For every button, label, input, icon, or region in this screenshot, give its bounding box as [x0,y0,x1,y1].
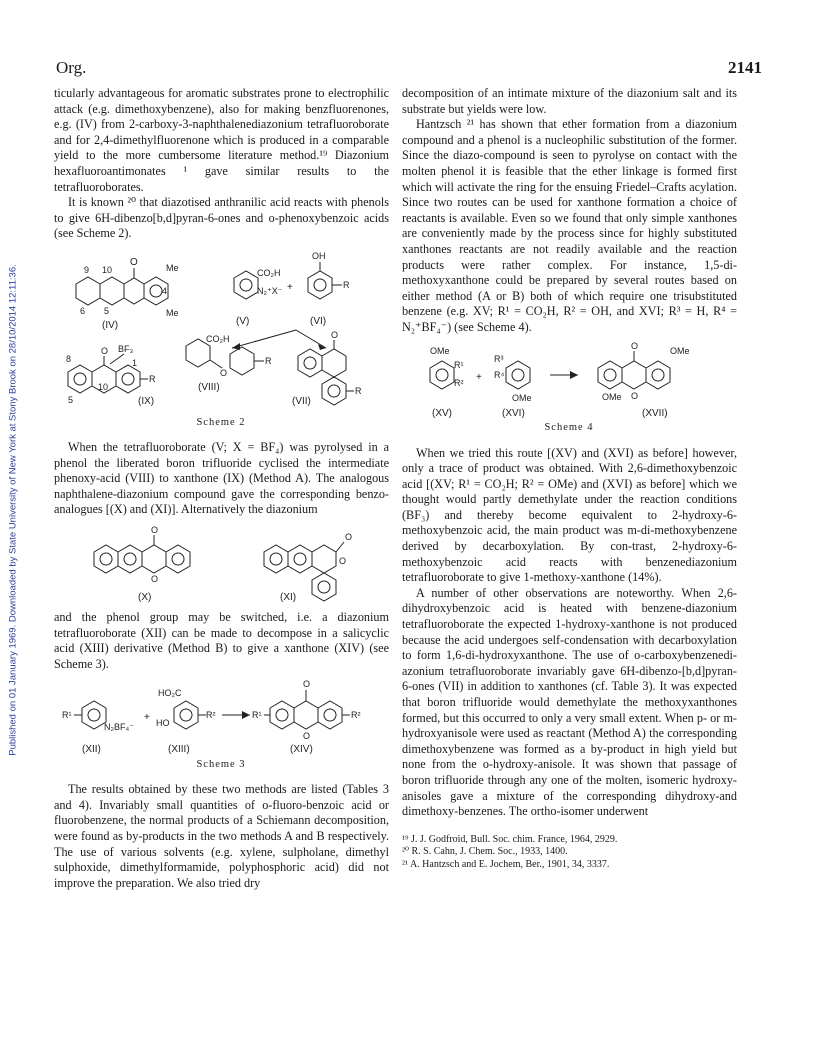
compound-label: (V) [236,315,250,327]
atom-label: + [476,371,482,383]
atom-label: R¹ [62,710,72,721]
atom-label: 8 [66,353,72,364]
compound-label: (XV) [432,407,452,419]
paragraph: When the tetrafluoroborate (V; X = BF₄) was pyrolysed in a phenol the liberated boron trifluoride cyclised the intermediate phenoxy-acid (VIII) to xanthone (IX) (Method A). The analogous naphthalene-diazonium compound gave the corresponding benzo-analogues [(X) and (XI)]. Alternatively the diazonium [54,439,389,517]
page-number: 2141 [728,58,762,77]
compound-label: (IX) [138,395,155,407]
atom-label: O [303,679,311,690]
atom-label: R [265,355,272,366]
left-column [54,86,389,891]
atom-label: 6 [80,305,86,316]
atom-label: O [331,329,339,340]
atom-label: O [151,524,159,535]
download-watermark-text: Published on 01 January 1969. Downloaded by State University of New York at Stony Brook on 28/10/2014 12:11:36. [7,264,19,756]
atom-label: 5 [104,305,110,316]
compound-label: (VIII) [198,381,220,393]
structure-xi [264,532,352,603]
compound-label: (VI) [310,315,327,327]
right-column [402,86,737,871]
structure-vii [292,330,362,407]
atom-label: 5 [68,394,74,405]
atom-label: CO₂H [257,267,281,278]
atom-label: HO₂C [158,688,182,699]
atom-label: N₂BF₄⁻ [104,722,134,733]
compound-label: (IV) [102,319,119,331]
compound-label: (XI) [280,591,297,603]
atom-label: R¹ [454,359,464,370]
atom-label: O [130,256,138,268]
compound-label: (XIV) [290,744,313,756]
scheme-2-caption: Scheme 2 [196,416,246,428]
atom-label: CO₂H [206,333,230,344]
atom-label: R [343,279,350,290]
compound-label: (XIII) [168,744,190,756]
compound-label: (XVII) [642,407,668,419]
atom-label: R [149,373,156,384]
structure-xiv [252,679,361,755]
footnotes [402,834,737,872]
atom-label: R² [206,710,216,721]
atom-label: OH [312,250,326,261]
scheme-4-caption: Scheme 4 [544,421,594,433]
atom-label: O [631,390,639,401]
atom-label: R [355,385,362,396]
compound-label: (XVI) [502,407,525,419]
atom-label: O [339,555,347,566]
structure-ix [66,344,156,407]
paragraph: When we tried this route [(XV) and (XVI) as before] however, only a trace of product was obtained. With 2,6-dimethoxybenzoic acid [(XV; R¹ = CO₂H; R² = OMe) and (XVI) as before] which we thought would partly demethylate under the reaction conditions (BF₃) and thereby become equivalent to 2-hydroxy-6-methoxybenzoic acid, the main product was m-di-methoxybenzene derived by decarboxylation. By con-trast, 2-hydroxy-6-methoxybenzoic acid reacts with benzenediazonium tetrafluoroborate to give 1-methoxy-xanthone (14%). [402,445,737,585]
structure-xiii [156,688,216,755]
structure-xv [430,346,464,419]
download-watermark [6,160,20,860]
structure-iv [76,257,179,331]
atom-label: N₂⁺X⁻ [257,285,283,296]
structure-xvii [598,341,690,419]
atom-label: + [287,281,293,293]
atom-label: O [151,573,159,584]
atom-label: BF₃ [118,343,134,354]
footnote-21: ²¹ A. Hantzsch and E. Jochem, Ber., 1901, 34, 3337. [402,858,610,870]
atom-label: 10 [98,381,109,392]
paragraph: Hantzsch ²¹ has shown that ether formation from a diazonium compound and a phenol is a nucleophilic substitution of the former. Since the diazo-compound is seen to pyrolyse on contact with the molten phenol it is feasible that the ether linkage is formed first which will activate the ring for the ensuing Friedel–Crafts acylation. Since two routes can be used for xanthone formation a choice of reactants is available. Even so we found that only simple xanthones are conveniently made by the process since for highly substituted xanthones reactants are not readily available and the reaction products were rather complex. For instance, 1,5-di-methoxyxanthone could be prepared by several routes based on either method (A or B) both of which require one trisubstituted benzene (e.g. XV; R¹ = CO₂H, R² = OH, and XVI; R³ = H, R⁴ = N₂⁺BF₄⁻) (see Scheme 4). [402,117,737,334]
compound-label: (XII) [82,744,101,756]
atom-label: Me [166,307,179,318]
atom-label: + [144,712,150,724]
structure-x [94,525,190,603]
paragraph: ticularly advantageous for aromatic substrates prone to electrophilic attack (e.g. dimethoxybenzene), also for making benzfluorenones, e.g. (IV) from 2-carboxy-3-naphthalenediazonium tetrafluoroborate and for 2,4-dimethylfluorenone which is produced in a comparable yield to the more cumbersome literature method.¹⁹ Diazonium hexafluoroantimonates ¹ gave similar results to the tetrafluoroborates. [54,86,389,194]
atom-label: HO [156,718,170,729]
atom-label: R² [351,710,361,721]
atom-label: O [303,731,311,742]
paragraph: The results obtained by these two methods are listed (Tables 3 and 4). Invariably small quantities of o-fluoro-benzoic acid or fluorobenzene, the normal products of a Schiemann decomposition, were found as by-products in the two methods A and B respectively. The use of various solvents (e.g. xylene, sulpholane, dimethyl sulphoxide, dimethylformamide, polyphosphoric acid) did not improve the preparation. We also tried dry [54,782,389,890]
paragraph: It is known ²⁰ that diazotised anthranilic acid reacts with phenols to give 6H-dibenzo[b,d]pyran-6-ones and o-phenoxybenzoic acids (see Scheme 2). [54,195,389,241]
atom-label: OMe [602,391,622,402]
atom-label: R² [454,377,464,388]
atom-label: R³ [494,353,504,364]
atom-label: O [631,340,639,351]
scheme-2-figure [54,244,389,430]
atom-label: R¹ [252,710,262,721]
atom-label: 9 [84,264,90,275]
structures-x-xi-figure [54,520,389,606]
atom-label: OMe [512,392,532,403]
compound-label: (X) [138,591,152,603]
paragraph: decomposition of an intimate mixture of the diazonium salt and its substrate but yields were low. [402,86,737,116]
atom-label: 4 [162,285,168,296]
structure-viii [186,334,272,393]
paragraph: and the phenol group may be switched, i.e. a diazonium tetrafluoroborate (XII) can be made to decompose in a salicyclic acid (XIII) derivative (Method B) to give a xanthone (XIV) (see Scheme 3). [54,609,389,671]
atom-label: Me [166,262,179,273]
atom-label: R⁴ [494,369,505,380]
structure-xii [62,701,134,755]
scheme-3-caption: Scheme 3 [196,759,246,771]
footnote-19: ¹⁹ J. J. Godfroid, Bull. Soc. chim. France, 1964, 2929. [402,833,618,845]
scheme-3-figure [54,674,389,772]
atom-label: 10 [102,264,113,275]
atom-label: OMe [430,345,450,356]
atom-label: O [345,531,353,542]
paragraph: A number of other observations are noteworthy. When 2,6-dihydroxybenzoic acid is heated with benzene-diazonium tetrafluoroborate the expected 1-hydroxy-xanthone is not produced because the acid undergoes self-condensation with decarboxylation to form 1,6-di-hydroxyxanthone. The use of o-carboxybenzenedi-azonium tetrafluoroborate invariably gave 6H-dibenzo-[b,d]pyran-6-ones (VII) in addition to xanthones (cf. Table 3). It was expected that boron trifluoride would demethylate the methoxyxanthones formed, but this occurred to only a very small extent. When p- or m-hydroxyanisole were used as reactant (Method A) the corresponding dimethoxybenzene was formed as a by-product in high yield but none from the o-hydroxy-anisole. It was shown that passage of boron trifluoride through any one of the molten, isomeric hydroxy-anisoles gave a mixture of the corresponding dihydroxy-and dimethoxy-benzenes. The ortho-isomer underwent [402,585,737,819]
structure-xvi [494,354,532,419]
journal-running-head: Org. [56,58,87,77]
structure-vi [308,251,350,327]
compound-label: (VII) [292,395,311,407]
atom-label: OMe [670,345,690,356]
atom-label: 1 [132,357,138,368]
footnote-20: ²⁰ R. S. Cahn, J. Chem. Soc., 1933, 1400. [402,846,568,858]
atom-label: O [101,345,109,356]
structure-v [234,268,293,327]
scheme-4-figure [402,338,737,434]
atom-label: O [220,367,228,378]
